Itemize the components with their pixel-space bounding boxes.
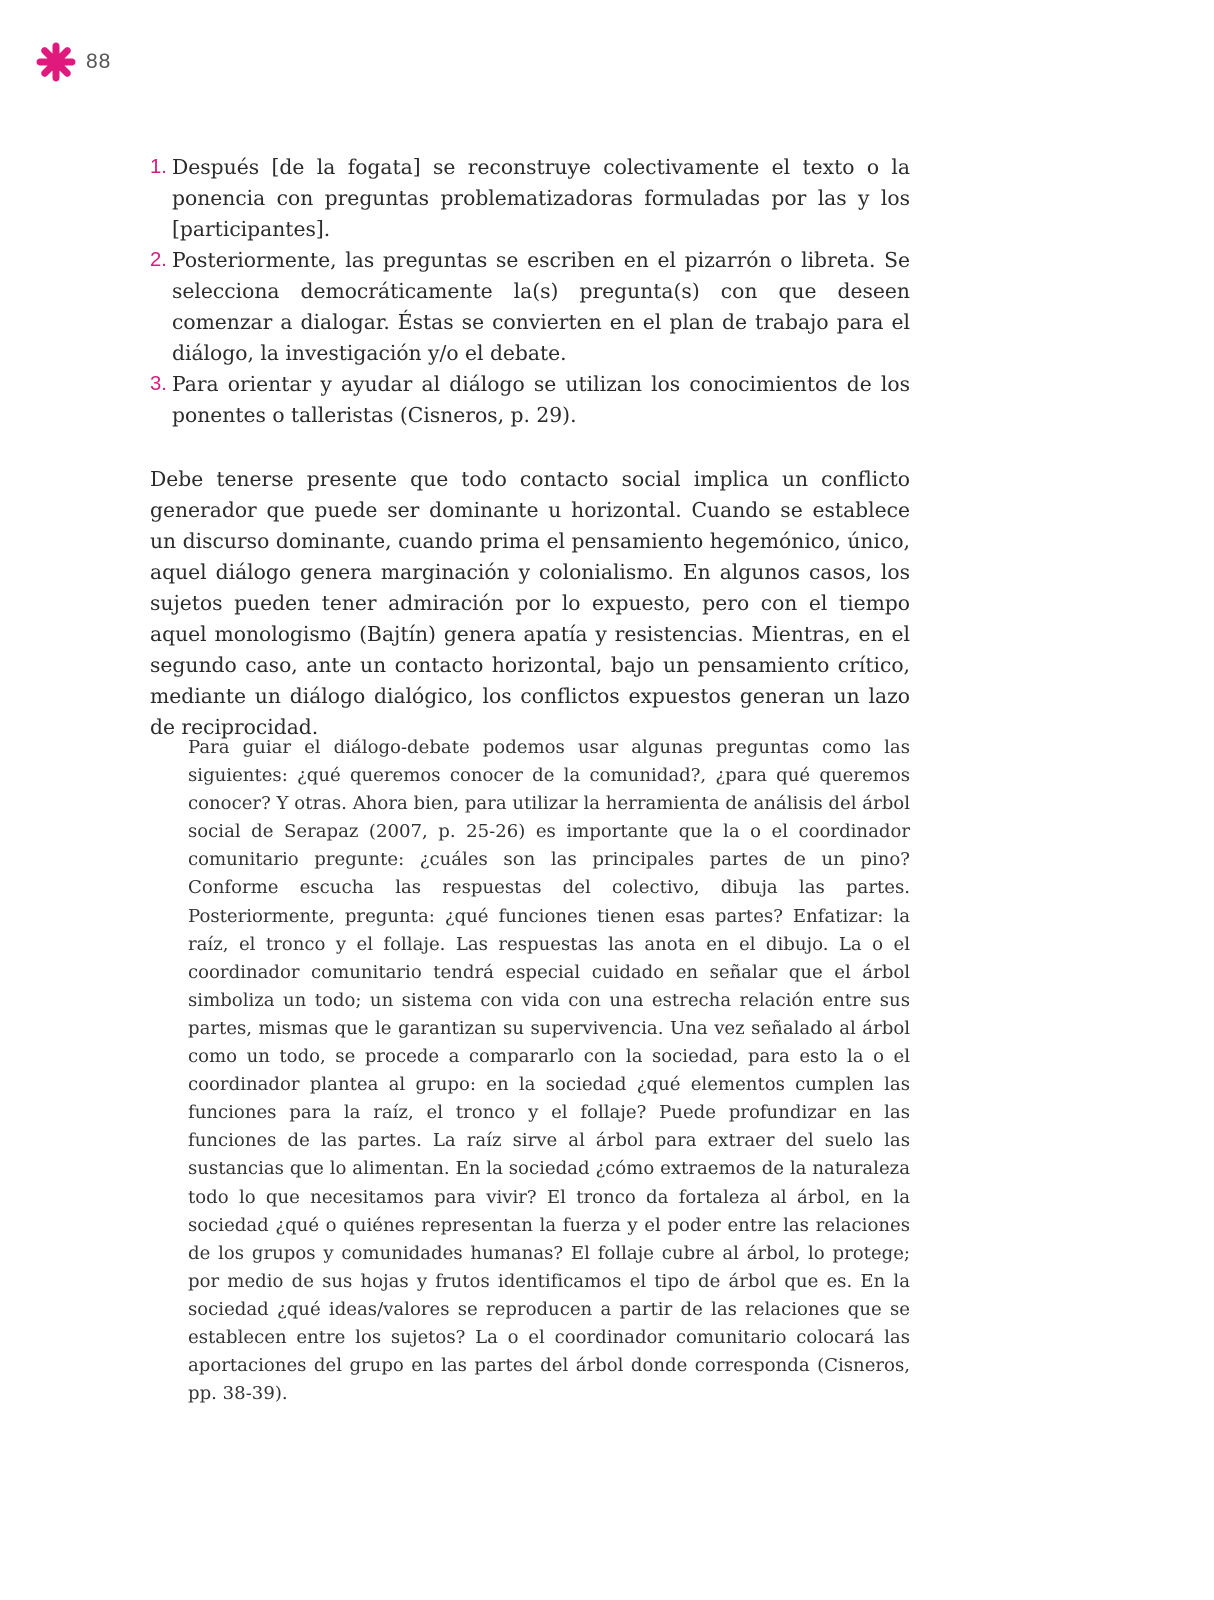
list-item-text: Después [de la fogata] se reconstruye colectivamente el texto o la ponencia con preguntas problematizadoras formuladas por las y los [participantes].: [172, 155, 910, 241]
list-item-number: 3.: [150, 373, 167, 395]
list-item-text: Posteriormente, las preguntas se escriben en el pizarrón o libreta. Se selecciona democráticamente la(s) pregunta(s) con que deseen comenzar a dialogar. Éstas se convierten en el plan de trabajo para el diálogo, la investigación y/o el debate.: [172, 248, 910, 365]
list-item-text: Para orientar y ayudar al diálogo se utilizan los conocimientos de los ponentes o talleristas (Cisneros, p. 29).: [172, 372, 910, 427]
asterisk-icon: [36, 42, 76, 82]
list-item: [150, 245, 910, 369]
list-item: [150, 152, 910, 245]
list-item-number: 1.: [150, 156, 167, 178]
list-item: [150, 369, 910, 431]
list-item-number: 2.: [150, 249, 167, 271]
numbered-list: [150, 152, 910, 431]
body-paragraph: Debe tenerse presente que todo contacto social implica un conflicto generador que puede ser dominante u horizontal. Cuando se establece un discurso dominante, cuando prima el pensamiento hegemónico, único, aquel diálogo genera marginación y colonialismo. En algunos casos, los sujetos pueden tener admiración por lo expuesto, pero con el tiempo aquel monologismo (Bajtín) genera apatía y resistencias. Mientras, en el segundo caso, ante un contacto horizontal, bajo un pensamiento crítico, mediante un diálogo dialógico, los conflictos expuestos generan un lazo de reciprocidad.: [150, 467, 910, 739]
page-header: [36, 42, 111, 82]
block-quote: Para guiar el diálogo-debate podemos usar algunas preguntas como las siguientes: ¿qué queremos conocer de la comunidad?, ¿para qué queremos conocer? Y otras. Ahora bien, para utilizar la herramienta de análisis del árbol social de Serapaz (2007, p. 25-26) es importante que la o el coordinador comunitario pregunte: ¿cuáles son las principales partes de un pino? Conforme escucha las respuestas del colectivo, dibuja las partes. Posteriormente, pregunta: ¿qué funciones tienen esas partes? Enfatizar: la raíz, el tronco y el follaje. Las respuestas las anota en el dibujo. La o el coordinador comunitario tendrá especial cuidado en señalar que el árbol simboliza un todo; un sistema con vida con una estrecha relación entre sus partes, mismas que le garantizan su supervivencia. Una vez señalado al árbol como un todo, se procede a compararlo con la sociedad, para esto la o el coordinador plantea al grupo: en la sociedad ¿qué elementos cumplen las funciones para la raíz, el tronco y el follaje? Puede profundizar en las funciones de las partes. La raíz sirve al árbol para extraer del suelo las sustancias que lo alimentan. En la sociedad ¿cómo extraemos de la naturaleza todo lo que necesitamos para vivir? El tronco da fortaleza al árbol, en la sociedad ¿qué o quiénes representan la fuerza y el poder entre las relaciones de los grupos y comunidades humanas? El follaje cubre al árbol, lo protege; por medio de sus hojas y frutos identificamos el tipo de árbol que es. En la sociedad ¿qué ideas/valores se reproducen a partir de las relaciones que se establecen entre los sujetos? La o el coordinador comunitario colocará las aportaciones del grupo en las partes del árbol donde corresponda (Cisneros, pp. 38-39).: [188, 737, 910, 1405]
page-number: 88: [86, 50, 112, 73]
